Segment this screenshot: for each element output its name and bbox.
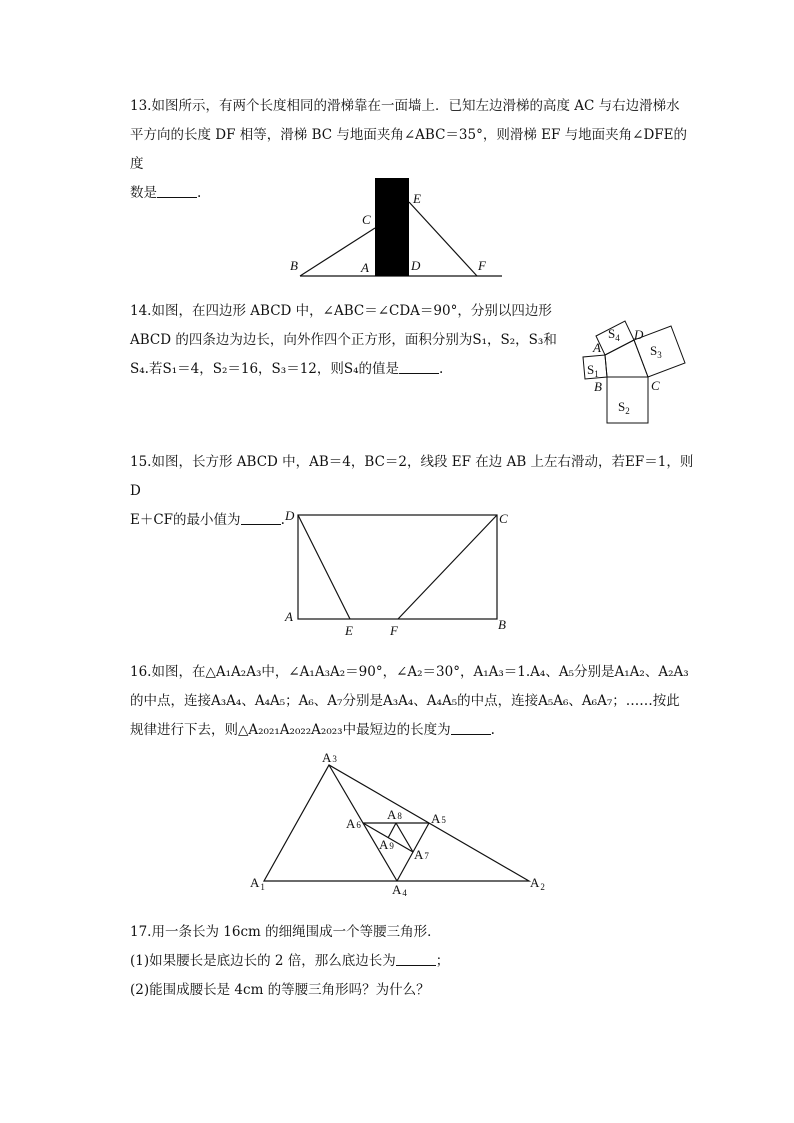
- label-E: E: [413, 191, 421, 206]
- q15-line1: 15.如图，长方形 ABCD 中，AB＝4，BC＝2，线段 EF 在边 AB 上左右滑动，若EF＝1，则D: [130, 454, 694, 499]
- label-A7: A7: [414, 847, 429, 862]
- label-F: F: [478, 258, 486, 273]
- q13-line2: 平方向的长度 DF 相等，滑梯 BC 与地面夹角∠ABC＝35°，则滑梯 EF 与地面夹角∠DFE的度: [130, 127, 688, 172]
- q16-line3: 规律进行下去，则△A₂₀₂₁A₂₀₂₂A₂₀₂₃中最短边的长度为 .: [130, 722, 495, 738]
- q16-figure: [244, 746, 554, 898]
- label-S4: $S_4$: [608, 326, 620, 343]
- answer-blank[interactable]: [241, 510, 281, 525]
- question-17: [130, 918, 694, 1005]
- label-D: D: [634, 327, 644, 342]
- q14-line3: S₄.若S₁＝4，S₂＝16，S₃＝12，则S₄的值是 .: [130, 361, 444, 377]
- q14-figure: [580, 312, 700, 430]
- label-D: D: [285, 508, 295, 523]
- label-E: E: [345, 623, 353, 638]
- answer-blank[interactable]: [396, 951, 436, 966]
- q13-line3: 数是 .: [130, 185, 202, 201]
- label-A: A: [285, 609, 293, 624]
- label-S2: $S_2$: [618, 399, 630, 416]
- q14-number: 14.: [130, 303, 152, 319]
- q14-line1: 14.如图，在四边形 ABCD 中，∠ABC＝∠CDA＝90°，分别以四边形: [130, 303, 552, 319]
- q16-number: 16.: [130, 664, 152, 680]
- label-B: B: [498, 617, 506, 632]
- label-A6: A6: [346, 816, 361, 831]
- q13-line1: 13.如图所示，有两个长度相同的滑梯靠在一面墙上．已知左边滑梯的高度 AC 与右边滑梯水: [130, 98, 680, 114]
- label-S1: $S_1$: [587, 362, 599, 379]
- label-C: C: [651, 378, 660, 393]
- answer-blank[interactable]: [451, 720, 491, 735]
- q13-figure: [280, 172, 510, 284]
- question-14: [130, 297, 580, 384]
- q17-line3: (2)能围成腰长是 4cm 的等腰三角形吗？为什么？: [130, 982, 430, 998]
- q15-line2: E＋CF的最小值为 .: [130, 512, 285, 528]
- label-B: B: [290, 258, 298, 273]
- label-A8: A8: [387, 807, 402, 822]
- label-A5: A5: [431, 811, 446, 826]
- answer-blank[interactable]: [157, 183, 197, 198]
- q15-figure: [282, 506, 514, 640]
- label-A1: $A_1$: [250, 875, 265, 892]
- label-A: A: [361, 260, 369, 275]
- answer-blank[interactable]: [399, 359, 439, 374]
- label-C: C: [499, 511, 508, 526]
- q13-number: 13.: [130, 98, 152, 114]
- q17-line2: (1)如果腰长是底边长的 2 倍，那么底边长为 ；: [130, 953, 450, 969]
- q17-line1: 17.用一条长为 16cm 的细绳围成一个等腰三角形．: [130, 924, 441, 940]
- label-D: D: [411, 258, 421, 273]
- label-A2: $A_2$: [530, 875, 545, 892]
- q16-line1: 16.如图，在△A₁A₂A₃中，∠A₁A₃A₂＝90°，∠A₂＝30°，A₁A₃＝1.A₄、A₅分别是A₁A₂、A₂A₃: [130, 664, 689, 680]
- label-A: A: [593, 340, 601, 355]
- label-F: F: [390, 623, 398, 638]
- question-16: [130, 658, 694, 745]
- label-C: C: [362, 212, 371, 227]
- q17-number: 17.: [130, 924, 152, 940]
- label-A4: A4: [392, 882, 407, 898]
- q14-line2: ABCD 的四条边为边长，向外作四个正方形，面积分别为S₁，S₂，S₃和: [130, 332, 557, 348]
- label-B: B: [594, 379, 602, 394]
- q16-line2: 的中点，连接A₃A₄、A₄A₅；A₆、A₇分别是A₃A₄、A₄A₅的中点，连接A₅A₆、A₆A₇；……按此: [130, 693, 680, 709]
- label-S3: $S_3$: [650, 343, 662, 360]
- label-A9: A9: [379, 837, 394, 852]
- label-A3: A3: [322, 750, 337, 765]
- q15-number: 15.: [130, 454, 152, 470]
